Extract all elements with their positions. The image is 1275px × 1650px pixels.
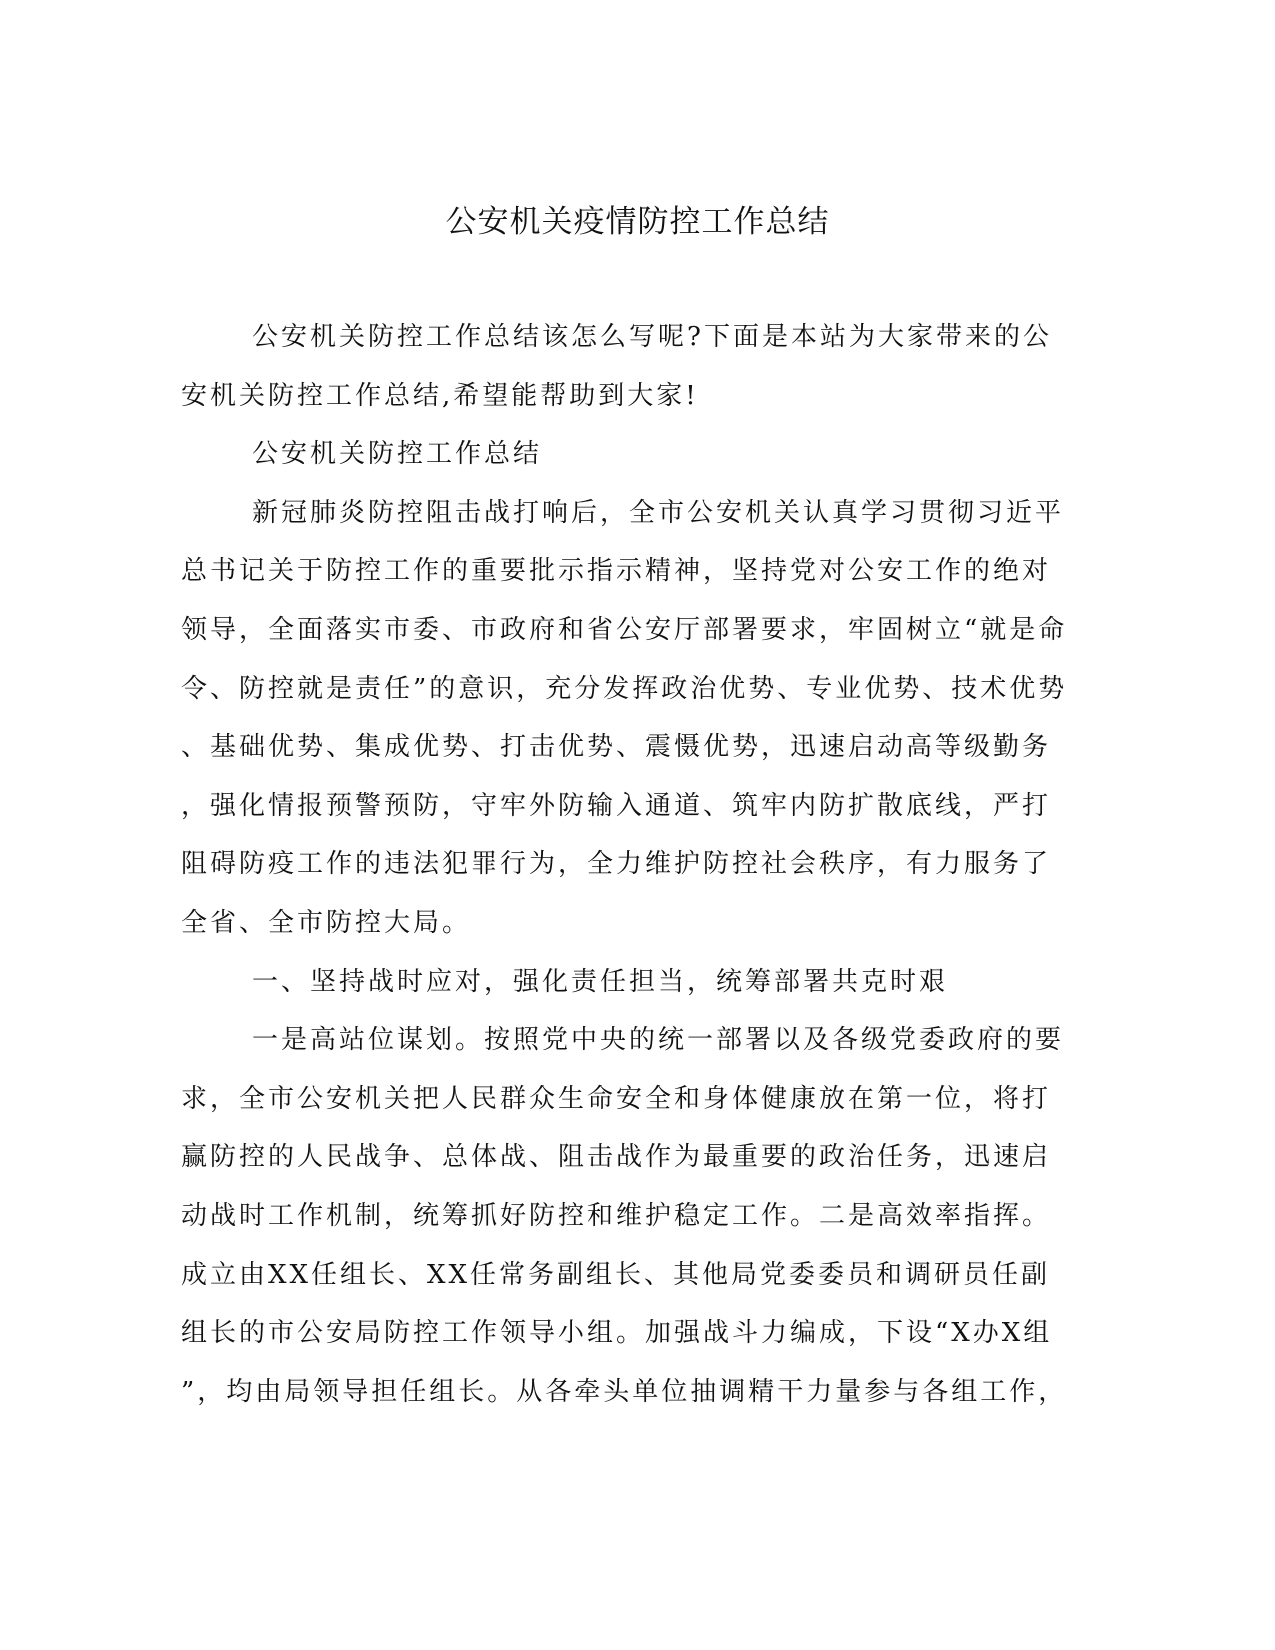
text-line: 总书记关于防控工作的重要批示指示精神，坚持党对公安工作的绝对 — [181, 556, 1052, 587]
text-line: 一是高站位谋划。按照党中央的统一部署以及各级党委政府的要 — [252, 1025, 1065, 1056]
text-line: 组长的市公安局防控工作领导小组。加强战斗力编成，下设“X办X组 — [181, 1318, 1053, 1349]
text-line: 、基础优势、集成优势、打击优势、震慑优势，迅速启动高等级勤务 — [181, 732, 1052, 763]
text-line: 新冠肺炎防控阻击战打响后，全市公安机关认真学习贯彻习近平 — [252, 497, 1065, 528]
text-line: 令、防控就是责任”的意识，充分发挥政治优势、专业优势、技术优势 — [181, 673, 1068, 704]
text-line: 成立由XX任组长、XX任常务副组长、其他局党委委员和调研员任副 — [181, 1259, 1051, 1290]
text-line: 赢防控的人民战争、总体战、阻击战作为最重要的政治任务，迅速启 — [181, 1142, 1052, 1173]
text-line: ”，均由局领导担任组长。从各牵头单位抽调精干力量参与各组工作， — [181, 1376, 1068, 1407]
text-line: 公安机关防控工作总结该怎么写呢?下面是本站为大家带来的公 — [252, 322, 1052, 352]
document-title: 公安机关疫情防控工作总结 — [445, 204, 830, 240]
text-line: 安机关防控工作总结,希望能帮助到大家! — [181, 380, 699, 411]
text-line: 领导，全面落实市委、市政府和省公安厅部署要求，牢固树立“就是命 — [181, 614, 1068, 645]
document-body — [181, 308, 1068, 1421]
text-line: 一、坚持战时应对，强化责任担当，统筹部署共克时艰 — [252, 966, 949, 997]
text-line: 求，全市公安机关把人民群众生命安全和身体健康放在第一位，将打 — [181, 1083, 1052, 1114]
text-line: 全省、全市防控大局。 — [181, 907, 472, 938]
text-line: 阻碍防疫工作的违法犯罪行为，全力维护防控社会秩序，有力服务了 — [181, 849, 1052, 880]
text-line: 公安机关防控工作总结 — [252, 439, 543, 470]
text-line: 动战时工作机制，统筹抓好防控和维护稳定工作。二是高效率指挥。 — [181, 1200, 1052, 1231]
text-line: ，强化情报预警预防，守牢外防输入通道、筑牢内防扩散底线，严打 — [181, 790, 1052, 821]
